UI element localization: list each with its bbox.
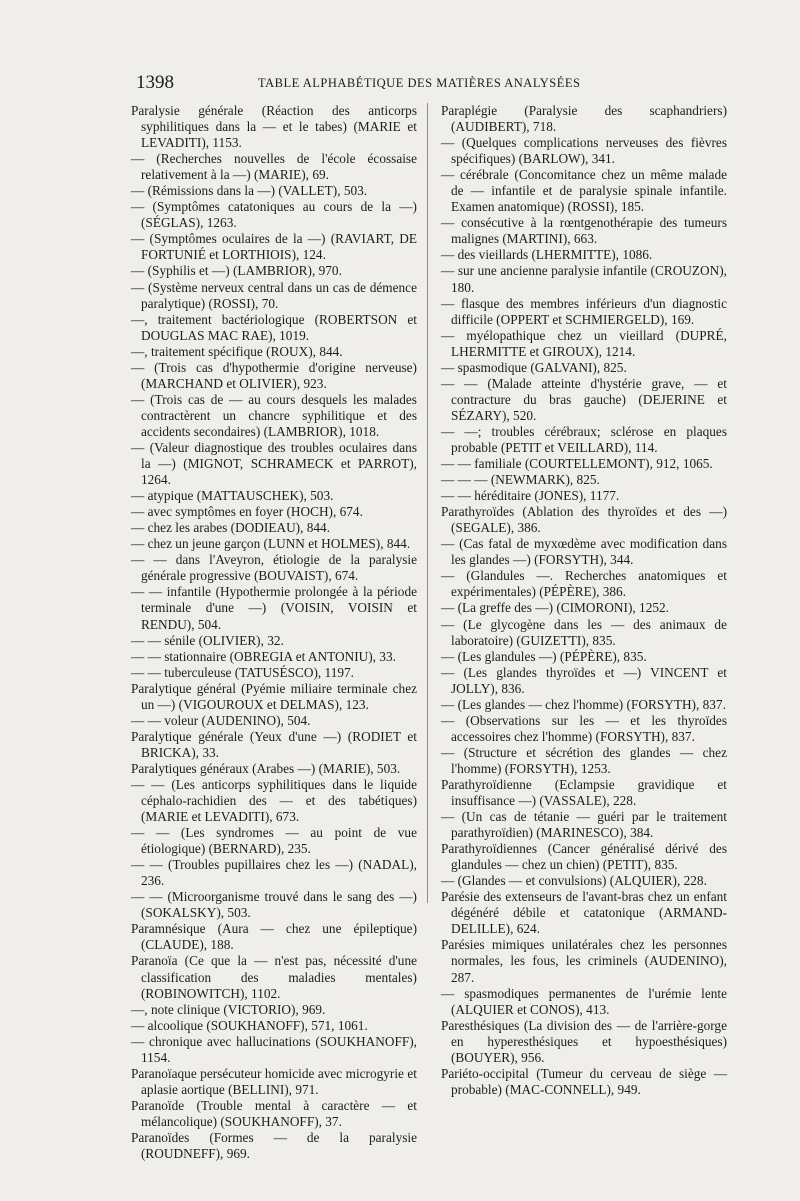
index-entry: — — familiale (COURTELLEMONT), 912, 1065. xyxy=(441,456,713,472)
index-entry: — — — (NEWMARK), 825. xyxy=(441,472,600,488)
index-entry: — alcoolique (SOUKHANOFF), 571, 1061. xyxy=(131,1017,368,1033)
index-entry: Paramnésique (Aura — chez une épileptique) (CLAUDE), 188. xyxy=(131,921,417,953)
index-entry: — (Les glandes — chez l'homme) (FORSYTH), 837. xyxy=(441,696,726,712)
index-entry: Parésie des extenseurs de l'avant-bras chez un enfant dégénéré débile et catatonique (ARMAND-DELILLE), 624. xyxy=(441,889,727,937)
index-entry: Parathyroïdiennes (Cancer généralisé dérivé des glandules — chez un chien) (PETIT), 835. xyxy=(441,841,727,873)
index-entry: Paranoïa (Ce que la — n'est pas, nécessité d'une classification des maladies mentales) (ROBINOWITCH), 1102. xyxy=(131,953,417,1001)
index-entry: — (Structure et sécrétion des glandes — chez l'homme) (FORSYTH), 1253. xyxy=(441,744,727,776)
index-entry: — — héréditaire (JONES), 1177. xyxy=(441,488,620,504)
index-entry: — (Système nerveux central dans un cas de démence paralytique) (ROSSI), 70. xyxy=(131,279,417,311)
index-entry: Parathyroïdes (Ablation des thyroïdes et des —) (SEGALE), 386. xyxy=(441,504,727,536)
index-entry: — (Les glandes thyroïdes et —) VINCENT et JOLLY), 836. xyxy=(441,664,727,696)
index-entry: — — (Microorganisme trouvé dans le sang des —) (SOKALSKY), 503. xyxy=(131,889,417,921)
index-entry: — spasmodique (GALVANI), 825. xyxy=(441,359,627,375)
right-column xyxy=(441,103,727,1098)
index-entry: — — infantile (Hypothermie prolongée à la période terminale d'une —) (VOISIN, VOISIN et RENDU), 504. xyxy=(131,584,417,632)
index-entry: Paresthésiques (La division des — de l'arrière-gorge en hyperesthésiques et hypoesthésiques) (BOUYER), 956. xyxy=(441,1017,727,1065)
page-number: 1398 xyxy=(136,72,174,93)
index-entry: — — sénile (OLIVIER), 32. xyxy=(131,632,284,648)
index-entry: — chez les arabes (DODIEAU), 844. xyxy=(131,520,331,536)
index-entry: — — (Malade atteinte d'hystérie grave, — et contracture du bras gauche) (DEJERINE et SÉZARY), 520. xyxy=(441,375,727,423)
index-entry: Paralytique général (Pyémie miliaire terminale chez un —) (VIGOUROUX et DELMAS), 123. xyxy=(131,680,417,712)
index-entry: — myélopathique chez un vieillard (DUPRÉ, LHERMITTE et GIROUX), 1214. xyxy=(441,327,727,359)
index-entry: — (Symptômes catatoniques au cours de la —) (SÉGLAS), 1263. xyxy=(131,199,417,231)
index-entry: — (Glandules —. Recherches anatomiques et expérimentales) (PÉPÈRE), 386. xyxy=(441,568,727,600)
index-entry: Paranoïaque persécuteur homicide avec microgyrie et aplasie aortique (BELLINI), 971. xyxy=(131,1065,417,1097)
index-entry: —, traitement bactériologique (ROBERTSON et DOUGLAS MAC RAE), 1019. xyxy=(131,311,417,343)
index-entry: — (Symptômes oculaires de la —) (RAVIART, DE FORTUNIÉ et LORTHIOIS), 124. xyxy=(131,231,417,263)
index-entry: — — stationnaire (OBREGIA et ANTONIU), 33. xyxy=(131,648,396,664)
index-entry: — flasque des membres inférieurs d'un diagnostic difficile (OPPERT et SCHMIERGELD), 169. xyxy=(441,295,727,327)
index-entry: — — tuberculeuse (TATUSÉSCO), 1197. xyxy=(131,664,354,680)
index-entry: — (Les glandules —) (PÉPÈRE), 835. xyxy=(441,648,647,664)
page-header xyxy=(130,72,730,96)
index-entry: — (Valeur diagnostique des troubles oculaires dans la —) (MIGNOT, SCHRAMECK et PARROT), 1264. xyxy=(131,439,417,488)
index-entry: Paraplégie (Paralysie des scaphandriers) (AUDIBERT), 718. xyxy=(441,103,727,135)
index-entry: Paralysie générale (Réaction des anticorps syphilitiques dans la — et le tabes) (MARIE et LEVADITI), 1153. xyxy=(131,103,417,151)
index-entry: Parathyroïdienne (Eclampsie gravidique et insuffisance —) (VASSALE), 228. xyxy=(441,776,727,809)
index-entry: —, traitement spécifique (ROUX), 844. xyxy=(131,343,343,359)
index-entry: — sur une ancienne paralysie infantile (CROUZON), 180. xyxy=(441,263,727,295)
index-entry: — (Quelques complications nerveuses des fièvres spécifiques) (BARLOW), 341. xyxy=(441,135,727,167)
index-entry: Paranoïdes (Formes — de la paralysie (ROUDNEFF), 969. xyxy=(131,1130,417,1162)
index-entry: — — (Les anticorps syphilitiques dans le liquide céphalo-rachidien des — et des tabétiques) (MARIE et LEVADITI), 673. xyxy=(131,776,417,825)
index-entry: — des vieillards (LHERMITTE), 1086. xyxy=(441,247,653,263)
index-entry: — (Glandes — et convulsions) (ALQUIER), 228. xyxy=(441,873,707,889)
index-entry: — (Le glycogène dans les — des animaux de laboratoire) (GUIZETTI), 835. xyxy=(441,616,727,648)
index-entry: —, note clinique (VICTORIO), 969. xyxy=(131,1001,326,1017)
index-entry: — (Rémissions dans la —) (VALLET), 503. xyxy=(131,183,368,199)
index-entry: — chronique avec hallucinations (SOUKHANOFF), 1154. xyxy=(131,1033,417,1065)
index-entry: — (Trois cas d'hypothermie d'origine nerveuse) (MARCHAND et OLIVIER), 923. xyxy=(131,359,417,391)
index-entry: — (Cas fatal de myxœdème avec modification dans les glandes —) (FORSYTH), 344. xyxy=(441,536,727,568)
index-entry: — (Observations sur les — et les thyroïdes accessoires chez l'homme) (FORSYTH), 837. xyxy=(441,712,727,744)
index-entry: — chez un jeune garçon (LUNN et HOLMES), 844. xyxy=(131,536,411,552)
index-entry: — (Trois cas de — au cours desquels les malades contractèrent un chancre syphilitique et des accidents secondaires) (LAMBRIOR), 1018. xyxy=(131,391,417,439)
index-entry: — (Recherches nouvelles de l'école écossaise relativement à la —) (MARIE), 69. xyxy=(131,151,417,183)
index-entry: — cérébrale (Concomitance chez un même malade de — infantile et de paralysie spinale infantile. Examen anatomique) (ROSSI), 185. xyxy=(441,167,727,215)
running-title: TABLE ALPHABÉTIQUE DES MATIÈRES ANALYSÉES xyxy=(258,76,581,90)
index-entry: Pariéto-occipital (Tumeur du cerveau de siège — probable) (MAC-CONNELL), 949. xyxy=(441,1065,727,1097)
index-entry: — avec symptômes en foyer (HOCH), 674. xyxy=(131,504,363,520)
index-entry: — —; troubles cérébraux; sclérose en plaques probable (PETIT et VEILLARD), 114. xyxy=(441,423,727,455)
index-entry: — — dans l'Aveyron, étiologie de la paralysie générale progressive (BOUVAIST), 674. xyxy=(131,552,417,584)
index-entry: — (Un cas de tétanie — guéri par le traitement parathyroïdien) (MARINESCO), 384. xyxy=(441,809,727,841)
index-entry: — (Syphilis et —) (LAMBRIOR), 970. xyxy=(131,263,342,279)
left-column xyxy=(131,103,417,1162)
index-entry: — — voleur (AUDENINO), 504. xyxy=(131,712,311,728)
index-entry: — consécutive à la rœntgenothérapie des tumeurs malignes (MARTINI), 663. xyxy=(441,215,727,247)
index-entry: Paralytique générale (Yeux d'une —) (RODIET et BRICKA), 33. xyxy=(131,728,417,760)
index-entry: — — (Troubles pupillaires chez les —) (NADAL), 236. xyxy=(131,857,417,889)
index-entry: — spasmodiques permanentes de l'urémie lente (ALQUIER et CONOS), 413. xyxy=(441,985,727,1017)
index-entry: — (La greffe des —) (CIMORONI), 1252. xyxy=(441,600,669,616)
index-entry: Paralytiques généraux (Arabes —) (MARIE), 503. xyxy=(131,760,401,776)
index-entry: — atypique (MATTAUSCHEK), 503. xyxy=(131,488,334,504)
index-entry: Parésies mimiques unilatérales chez les personnes normales, les fous, les criminels (AUDENINO), 287. xyxy=(441,937,727,985)
column-divider xyxy=(427,103,428,903)
index-entry: Paranoïde (Trouble mental à caractère — et mélancolique) (SOUKHANOFF), 37. xyxy=(131,1097,417,1129)
index-entry: — — (Les syndromes — au point de vue étiologique) (BERNARD), 235. xyxy=(131,825,417,857)
